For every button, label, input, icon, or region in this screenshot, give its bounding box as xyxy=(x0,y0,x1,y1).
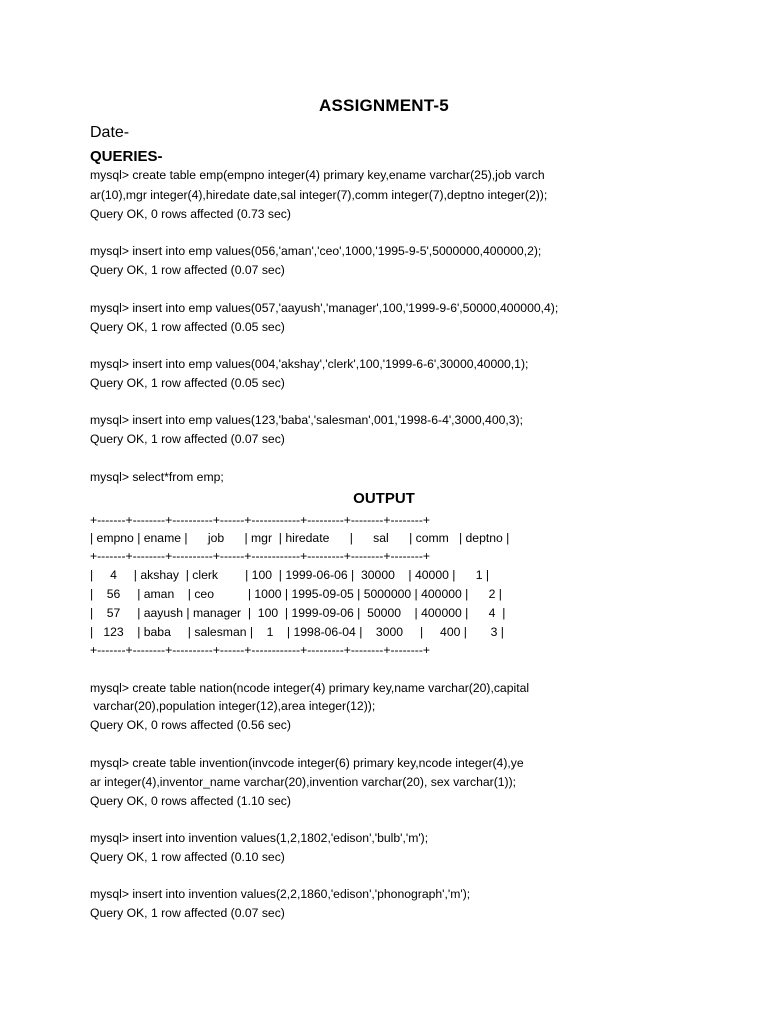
query-line: mysql> create table emp(empno integer(4) primary key,ename varchar(25),job varch xyxy=(90,168,545,182)
query-line: mysql> create table invention(invcode integer(6) primary key,ncode integer(4),ye xyxy=(90,756,524,770)
date-label: Date- xyxy=(90,124,130,141)
query-line: mysql> create table nation(ncode integer(4) primary key,name varchar(20),capital xyxy=(90,681,530,695)
query-result: Query OK, 1 row affected (0.07 sec) xyxy=(90,263,285,277)
query-result: Query OK, 1 row affected (0.10 sec) xyxy=(90,850,285,864)
query-line: varchar(20),population integer(12),area integer(12)); xyxy=(90,699,376,713)
table-row: | 123 | baba | salesman | 1 | 1998-06-04 | 3000 | 400 | 3 | xyxy=(90,625,504,639)
table-row: | 4 | akshay | clerk | 100 | 1999-06-06 | 30000 | 40000 | 1 | xyxy=(90,568,490,582)
query-line: mysql> select*from emp; xyxy=(90,470,224,484)
query-line: mysql> insert into emp values(123,'baba','salesman',001,'1998-6-4',3000,400,3); xyxy=(90,413,523,427)
output-heading: OUTPUT xyxy=(353,490,415,507)
queries-heading: QUERIES- xyxy=(90,148,163,165)
query-result: Query OK, 1 row affected (0.07 sec) xyxy=(90,906,285,920)
table-header: | empno | ename | job | mgr | hiredate | sal | comm | deptno | xyxy=(90,531,510,545)
query-line: ar(10),mgr integer(4),hiredate date,sal integer(7),comm integer(7),deptno integer(2)); xyxy=(90,188,548,202)
query-result: Query OK, 1 row affected (0.07 sec) xyxy=(90,432,285,446)
query-line: mysql> insert into invention values(2,2,1860,'edison','phonograph','m'); xyxy=(90,887,471,901)
query-result: Query OK, 0 rows affected (0.73 sec) xyxy=(90,207,291,221)
query-result: Query OK, 1 row affected (0.05 sec) xyxy=(90,320,285,334)
table-row: | 57 | aayush | manager | 100 | 1999-09-06 | 50000 | 400000 | 4 | xyxy=(90,606,506,620)
query-result: Query OK, 1 row affected (0.05 sec) xyxy=(90,376,285,390)
query-line: mysql> insert into emp values(004,'akshay','clerk',100,'1999-6-6',30000,40000,1); xyxy=(90,357,529,371)
query-line: ar integer(4),inventor_name varchar(20),invention varchar(20), sex varchar(1)); xyxy=(90,775,517,789)
query-result: Query OK, 0 rows affected (1.10 sec) xyxy=(90,794,291,808)
query-line: mysql> insert into emp values(056,'aman','ceo',1000,'1995-9-5',5000000,400000,2); xyxy=(90,244,542,258)
table-row: | 56 | aman | ceo | 1000 | 1995-09-05 | 5000000 | 400000 | 2 | xyxy=(90,587,502,601)
query-result: Query OK, 0 rows affected (0.56 sec) xyxy=(90,718,291,732)
page-title: ASSIGNMENT-5 xyxy=(319,96,449,115)
table-border: +-------+--------+----------+------+------------+---------+--------+--------+ xyxy=(90,549,431,563)
table-border: +-------+--------+----------+------+------------+---------+--------+--------+ xyxy=(90,643,431,657)
query-line: mysql> insert into emp values(057,'aayush','manager',100,'1999-9-6',50000,400000,4); xyxy=(90,301,559,315)
table-border: +-------+--------+----------+------+------------+---------+--------+--------+ xyxy=(90,513,431,527)
query-line: mysql> insert into invention values(1,2,1802,'edison','bulb','m'); xyxy=(90,831,429,845)
